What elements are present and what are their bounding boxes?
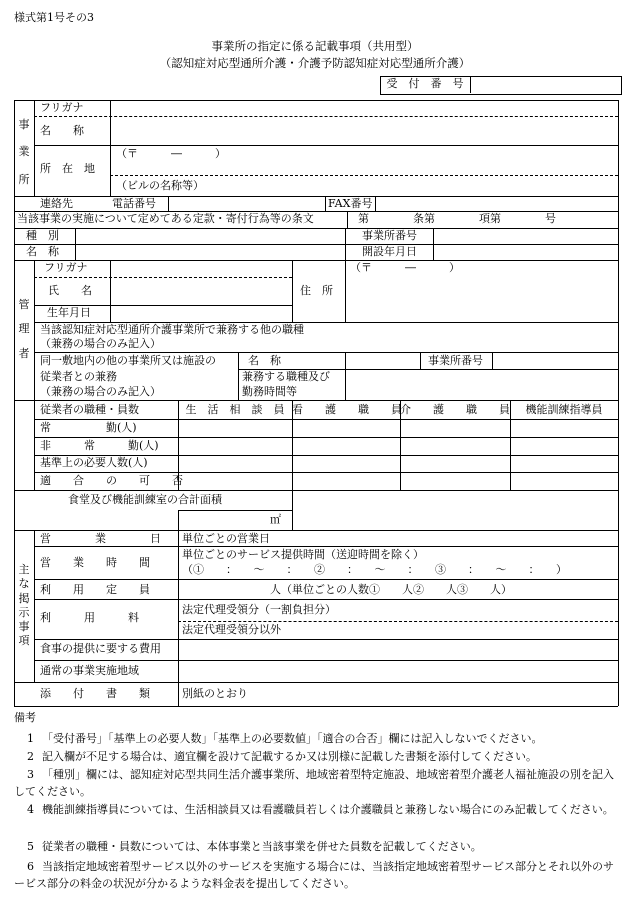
- office-phone-field[interactable]: [170, 197, 324, 210]
- business-hours-label: 営 業 時 間: [40, 556, 150, 569]
- table-cell[interactable]: [512, 439, 616, 454]
- capacity-label: 利 用 定 員: [40, 583, 150, 596]
- office-postal-code[interactable]: （〒 ― ）: [116, 147, 226, 160]
- concurrent-duty-label: 当該認知症対応型通所介護事業所で兼務する他の職種: [40, 323, 304, 336]
- business-days-label: 営 業 日: [40, 532, 161, 545]
- office-fax-label: FAX番号: [328, 197, 373, 210]
- staff-header: 従業者の職種・員数: [40, 403, 139, 416]
- manager-section-label: 管 理 者: [18, 298, 30, 360]
- manager-name-field[interactable]: [112, 278, 290, 304]
- business-days-value[interactable]: 単位ごとの営業日: [182, 532, 270, 545]
- note-item: 3 「種別」欄には、認知症対応型共同生活介護事業所、地域密着型特定施設、地域密着型介護老人福祉施設の別を記入してください。: [14, 768, 614, 798]
- col-care-worker: 介 護 職 員: [400, 403, 510, 416]
- business-hours-value[interactable]: （① ： ～ ： ② ： ～ ： ③ ： ～ ： ）: [182, 563, 567, 576]
- business-name-label: 名 称: [26, 245, 59, 258]
- col-life-counselor: 生 活 相 談 員: [185, 403, 285, 416]
- manager-furigana-label: フリガナ: [44, 261, 88, 274]
- type-field[interactable]: [77, 229, 343, 243]
- duty-hours-field[interactable]: [347, 370, 617, 399]
- table-cell[interactable]: [402, 439, 508, 454]
- capacity-value[interactable]: 人（単位ごとの人数① 人② 人③ 人）: [270, 583, 512, 596]
- facility-name-label: 名 称: [248, 354, 281, 367]
- type-label: 種 別: [26, 229, 59, 242]
- row-required-label: 基準上の必要人数(人): [40, 456, 148, 469]
- facility-number-label: 事業所番号: [428, 354, 483, 367]
- office-phone-label: 電話番号: [112, 197, 156, 210]
- manager-birthdate-field[interactable]: [112, 306, 290, 321]
- service-region-label: 通常の事業実施地域: [40, 664, 139, 677]
- form-number: 様式第1号その3: [14, 11, 94, 24]
- manager-furigana-field[interactable]: [112, 261, 290, 276]
- office-building-name[interactable]: （ビルの名称等）: [116, 179, 204, 192]
- office-fax-field[interactable]: [377, 197, 617, 210]
- area-unit: ㎡: [270, 513, 281, 526]
- main-items-section-label: 主 な 掲 示 事 項: [18, 563, 30, 648]
- note-item: 1 「受付番号」「基準上の必要人数」「基準上の必要数値」「適合の合否」欄には記入しないでください。: [27, 732, 543, 745]
- area-field[interactable]: [180, 511, 268, 529]
- business-hours-note: 単位ごとのサービス提供時間（送迎時間を除く）: [182, 548, 424, 561]
- form-title: 事業所の指定に係る記載事項（共用型）: [211, 39, 419, 53]
- duty-hours-label-2: 勤務時間等: [242, 385, 297, 398]
- note-item: 2 記入欄が不足する場合は、適宜欄を設けて記載するか又は別様に記載した書類を添付してください。: [27, 750, 537, 763]
- opening-date-field[interactable]: [435, 245, 617, 259]
- form-subtitle: （認知症対応型通所介護・介護予防認知症対応型通所介護）: [159, 56, 471, 70]
- col-trainer: 機能訓練指導員: [525, 403, 603, 416]
- article-value[interactable]: 第 条第 項第 号: [358, 212, 556, 225]
- manager-address-label: 住 所: [300, 284, 333, 297]
- row-fulltime-label: 常 勤(人): [40, 421, 137, 434]
- note-item: 6 当該指定地域密着型サービス以外のサービスを実施する場合には、当該指定地域密着型サービス部分とそれ以外のサービス部分の料金の状況が分かるような料金表を提出してください。: [14, 860, 614, 890]
- office-section-label: 事 業 所: [18, 118, 30, 186]
- other-facility-note: （兼務の場合のみ記入）: [40, 385, 161, 398]
- business-name-field[interactable]: [77, 245, 343, 259]
- duty-hours-label-1: 兼務する職種及び: [242, 370, 330, 383]
- row-compliance-label: 適 合 の 可 否: [40, 474, 183, 487]
- office-number-label: 事業所番号: [362, 229, 417, 242]
- notes-title: 備考: [14, 711, 36, 724]
- office-name-field[interactable]: [112, 118, 612, 144]
- office-name-label: 名 称: [40, 124, 84, 137]
- usage-fee-covered[interactable]: 法定代理受領分（一割負担分）: [182, 603, 336, 616]
- manager-birthdate-label: 生年月日: [47, 306, 91, 319]
- table-cell[interactable]: [512, 421, 616, 436]
- office-number-field[interactable]: [435, 229, 617, 243]
- note-item: 4 機能訓練指導員については、生活相談員又は看護職員若しくは介護職員と兼務しない場合にのみ記載してください。: [27, 803, 614, 816]
- table-cell[interactable]: [294, 421, 398, 436]
- usage-fee-label: 利 用 料: [40, 611, 139, 624]
- meal-cost-field[interactable]: [180, 641, 616, 659]
- attachment-label: 添 付 書 類: [40, 687, 150, 700]
- facility-number-field[interactable]: [494, 353, 617, 368]
- usage-fee-other[interactable]: 法定代理受領分以外: [182, 623, 281, 636]
- office-furigana-label: フリガナ: [40, 101, 84, 114]
- office-furigana-field[interactable]: [112, 101, 612, 115]
- table-cell[interactable]: [294, 439, 398, 454]
- other-facility-label-2: 従業者との兼務: [40, 370, 117, 383]
- row-parttime-label: 非 常 勤(人): [40, 439, 159, 452]
- receipt-number-field[interactable]: [471, 77, 620, 94]
- article-label: 当該事業の実施について定めてある定款・寄付行為等の条文: [17, 212, 314, 225]
- office-contact-label: 連絡先: [40, 197, 73, 210]
- facility-name-field[interactable]: [347, 353, 419, 368]
- col-nurse: 看 護 職 員: [292, 403, 402, 416]
- other-facility-label-1: 同一敷地内の他の事業所又は施設の: [40, 354, 216, 367]
- service-region-field[interactable]: [180, 662, 616, 681]
- manager-name-label: 氏 名: [48, 284, 92, 297]
- area-label: 食堂及び機能訓練室の合計面積: [68, 493, 222, 506]
- table-cell[interactable]: [402, 421, 508, 436]
- note-item: 5 従業者の職種・員数については、本体事業と当該事業を併せた員数を記載してください。: [27, 840, 482, 853]
- table-cell[interactable]: [180, 439, 290, 454]
- concurrent-duty-note: （兼務の場合のみ記入）: [40, 337, 161, 350]
- table-cell[interactable]: [180, 421, 290, 436]
- opening-date-label: 開設年月日: [362, 245, 417, 258]
- attachment-value: 別紙のとおり: [182, 687, 248, 700]
- receipt-number-label: 受 付 番 号: [386, 77, 464, 90]
- office-address-label: 所 在 地: [40, 162, 95, 175]
- manager-postal-code[interactable]: （〒 ― ）: [350, 261, 460, 274]
- meal-cost-label: 食事の提供に要する費用: [40, 642, 161, 655]
